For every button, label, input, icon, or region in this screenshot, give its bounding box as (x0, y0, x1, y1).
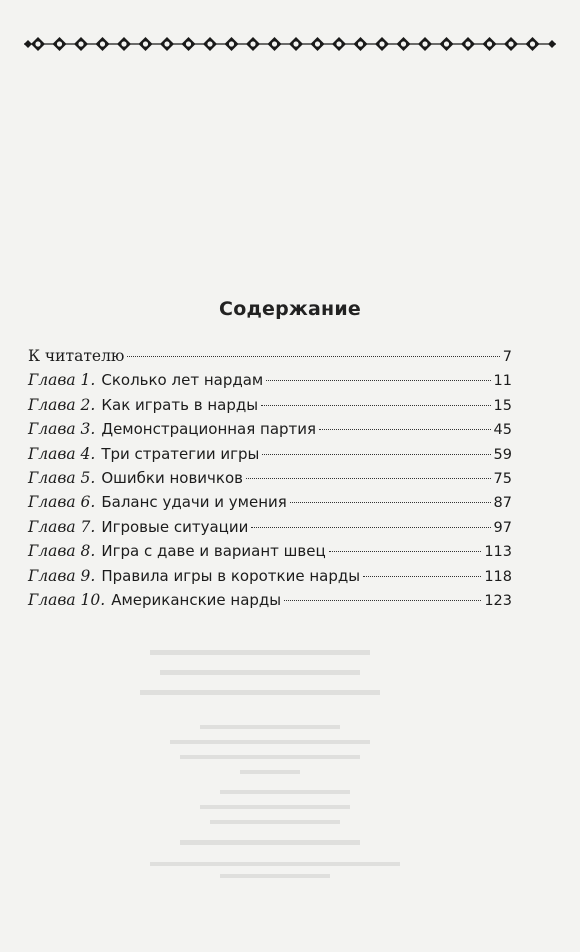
ornament-dot (444, 41, 449, 46)
ornament-dot (508, 41, 513, 46)
dot-leader (251, 527, 490, 528)
toc-heading: Содержание (219, 298, 361, 320)
ornament-dot (422, 41, 427, 46)
ornament-dot (293, 41, 298, 46)
ornament-dot (487, 41, 492, 46)
dot-leader (262, 454, 490, 455)
toc-entry-title: Сколько лет нардам (101, 371, 264, 390)
toc-chapter-label: Глава 1. (28, 371, 96, 390)
toc-chapter-label: Глава 6. (28, 493, 96, 512)
ornament-dot (78, 41, 83, 46)
toc-chapter-label: Глава 9. (28, 566, 96, 585)
ornament-dot (57, 41, 62, 46)
toc-chapter-label: Глава 5. (28, 468, 96, 487)
ornament-dot (164, 41, 169, 46)
toc-entry[interactable] (28, 466, 512, 490)
toc-entry-title: Американские нарды (111, 590, 282, 609)
toc-chapter-label: Глава 7. (28, 517, 96, 536)
toc-page-number: 123 (484, 592, 512, 609)
toc-entry-title: Три стратегии игры (101, 444, 260, 463)
ornament-dot (530, 41, 535, 46)
ornament-dot (315, 41, 320, 46)
toc-entry[interactable] (28, 442, 512, 466)
toc-entry[interactable] (28, 417, 512, 441)
toc-chapter-label: Глава 10. (28, 590, 106, 609)
ornament-dot (401, 41, 406, 46)
dot-leader (290, 502, 491, 503)
toc-entry[interactable] (28, 344, 512, 368)
toc-entry-title: Демонстрационная партия (101, 420, 317, 439)
dot-leader (363, 576, 481, 577)
toc-entry[interactable] (28, 588, 512, 612)
toc-page-number: 15 (493, 397, 512, 414)
ornament-end (24, 40, 32, 48)
toc-entry-title: Ошибки новичков (101, 468, 243, 487)
toc-entry[interactable] (28, 515, 512, 539)
dot-leader (284, 600, 481, 601)
dot-leader (246, 478, 491, 479)
toc-page-number: 59 (493, 446, 512, 463)
toc-chapter-label: Глава 3. (28, 420, 96, 439)
toc-page-number: 97 (493, 519, 512, 536)
toc-page-number: 45 (493, 422, 512, 439)
toc-page-number: 7 (502, 349, 512, 365)
toc-entry-title: К читателю (28, 347, 125, 365)
toc-entry-title: Баланс удачи и умения (101, 493, 287, 512)
toc-entry-title: Игра с даве и вариант швец (101, 542, 326, 561)
toc-page-number: 87 (493, 495, 512, 512)
ornament-dot (229, 41, 234, 46)
bleed-through-imprint (140, 640, 440, 880)
ornament-dot (379, 41, 384, 46)
table-of-contents (28, 344, 512, 612)
toc-page-number: 11 (493, 373, 512, 390)
toc-chapter-label: Глава 2. (28, 395, 96, 414)
dot-leader (329, 551, 482, 552)
dot-leader (261, 405, 490, 406)
toc-entry[interactable] (28, 539, 512, 563)
toc-entry-title: Как играть в нарды (101, 395, 259, 414)
ornament-dot (336, 41, 341, 46)
dot-leader (319, 429, 490, 430)
toc-entry[interactable] (28, 393, 512, 417)
ornament-dot (358, 41, 363, 46)
toc-chapter-label: Глава 4. (28, 444, 96, 463)
decorative-border-ornament (24, 34, 556, 54)
ornament-dot (121, 41, 126, 46)
ornament-dot (207, 41, 212, 46)
ornament-dot (272, 41, 277, 46)
dot-leader (127, 356, 499, 357)
ornament-dot (100, 41, 105, 46)
ornament-dot (35, 41, 40, 46)
toc-entry[interactable] (28, 490, 512, 514)
toc-chapter-label: Глава 8. (28, 542, 96, 561)
toc-page-number: 118 (484, 568, 512, 585)
ornament-dot (250, 41, 255, 46)
ornament-dot (465, 41, 470, 46)
toc-page-number: 113 (484, 544, 512, 561)
ornament-end (548, 40, 556, 48)
ornament-dot (143, 41, 148, 46)
toc-page-number: 75 (493, 470, 512, 487)
toc-entry[interactable] (28, 564, 512, 588)
dot-leader (266, 380, 490, 381)
toc-entry[interactable] (28, 368, 512, 392)
toc-entry-title: Правила игры в короткие нарды (101, 566, 361, 585)
toc-entry-title: Игровые ситуации (101, 517, 249, 536)
ornament-dot (186, 41, 191, 46)
